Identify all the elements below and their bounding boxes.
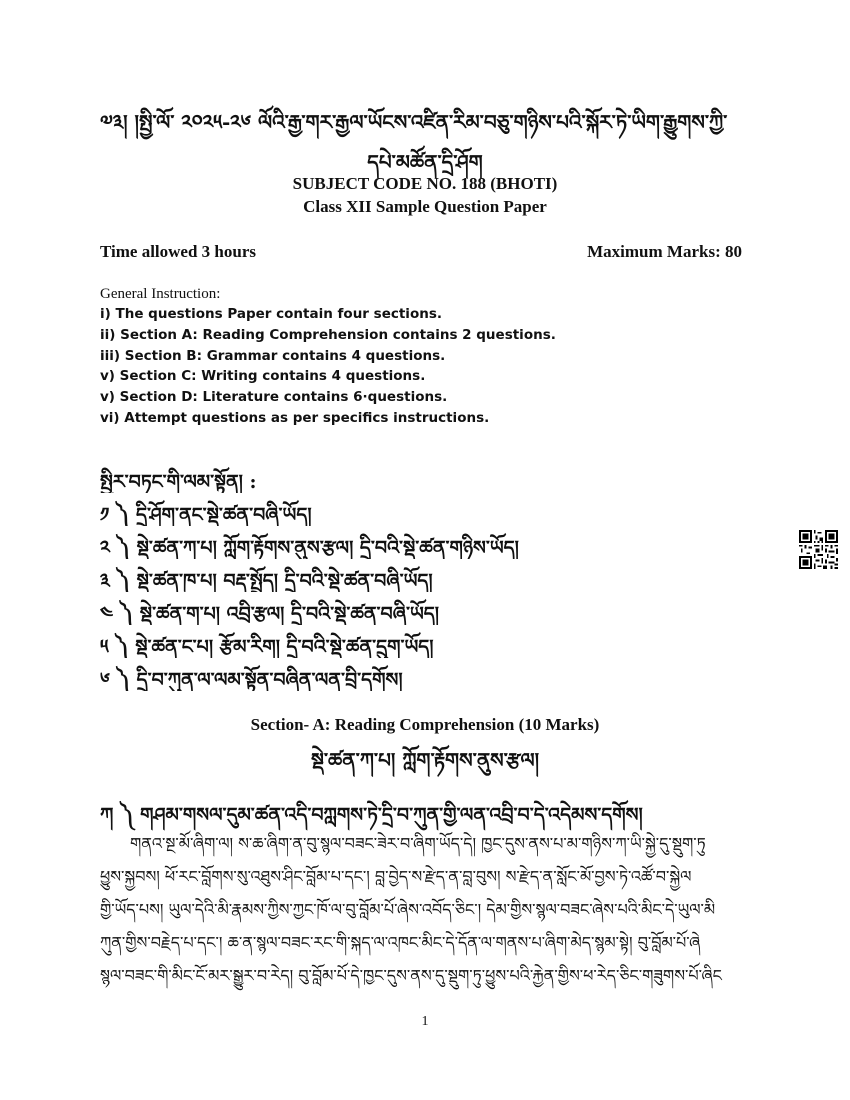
passage-line: ཕྱུས་སྐྱབས། ཕོ་རང་བློགས་སུ་འཐུས་ཤིང་བློམ་པ་དང་། བླ་བྱེད་ས་རྫེད་ན་བླ་བུས། ས་རྫེད་ན་སློང་མོ་བྱས་ཏེ་འཚོ་བ་སྐྱེལ: [100, 867, 692, 886]
tibetan-instruction-item: ༦ ༽ དྲི་བ་ཀུན་ལ་ལམ་སྟོན་བཞིན་ལན་བྲི་དགོས།: [100, 669, 403, 691]
passage-line: ཀུན་གྱིས་བརྗེད་པ་དང་། ཆ་ན་སྙལ་བཟང་རང་གི་སྐད་ལ་འཁང་མིང་དེ་དོན་ལ་གནས་པ་ཞིག་མེད་སྙམ་སྟེ། བུ་བློམ་པོ་ཞེ: [100, 933, 701, 952]
instruction-item: vi) Attempt questions as per specifics instructions.: [100, 409, 490, 426]
passage-line: གྱི་ཡོད་པས། ཡུལ་དེའི་མི་རྣམས་ཀྱིས་ཀྱང་ཁོ་ལ་བུ་བློམ་པོ་ཞེས་འབོད་ཅིང་། དེམ་གྱིས་སྙལ་བཟང་ཞེས་པའི་མིང་དེ་ཡུལ་མི: [100, 900, 716, 919]
time-allowed: Time allowed 3 hours: [100, 242, 257, 261]
tibetan-instruction-item: ༤ ༽ སྡེ་ཚན་ག་པ། འབྲི་རྩལ། དྲི་བའི་སྡེ་ཚན་བཞི་ཡོད།: [100, 603, 440, 625]
tibetan-title-line-2: དཔེ་མཚོན་དྲི་ཤོག: [367, 150, 483, 174]
tibetan-instruction-item: ༡ ༽ དྲི་ཤོག་ནང་སྡེ་ཚན་བཞི་ཡོད།: [100, 504, 312, 526]
general-instructions-heading: General Instruction:: [100, 286, 221, 302]
maximum-marks: Maximum Marks: 80: [587, 242, 742, 261]
subject-code: SUBJECT CODE NO. 188 (BHOTI): [292, 174, 558, 193]
instruction-item: i) The questions Paper contain four sections.: [100, 306, 442, 322]
qr-code-icon: [799, 530, 838, 569]
instruction-item: v) Section C: Writing contains 4 questions.: [100, 368, 426, 385]
passage-line: གནའ་སྔ་མོ་ཞིག་ལ། ས་ཆ་ཞིག་ན་བུ་སྙལ་བཟང་ཟེར་བ་ཞིག་ཡོད་དེ། ཁྱང་དུས་ནས་པ་མ་གཉིས་ཀ་ཡི་སྐྱེ་དུ་སྡུག་ཏུ: [130, 834, 706, 853]
reading-passage: [100, 826, 752, 991]
tibetan-title-line-1: ༧༣། །སྤྱི་ལོ་ ༢༠༢༥-༢༦ ལོའི་རྒྱ་གར་རྒྱལ་ཡོངས་འཛིན་རིམ་བཅུ་གཉིས་པའི་སྐོར་ཏེ་ཡིག་རྒྱུགས་ཀྱི་: [100, 110, 728, 134]
tibetan-instructions: [100, 460, 740, 691]
tibetan-instruction-item: ༥ ༽ སྡེ་ཚན་ང་པ། རྩོམ་རིག། དྲི་བའི་སྡེ་ཚན་དྲུག་ཡོད།: [100, 636, 434, 658]
page-number: 1: [421, 1014, 429, 1029]
instruction-item: ii) Section A: Reading Comprehension contains 2 questions.: [100, 326, 556, 343]
instruction-item: iii) Section B: Grammar contains 4 questions.: [100, 347, 446, 364]
section-a-title: Section- A: Reading Comprehension (10 Marks): [250, 715, 600, 734]
class-title: Class XII Sample Question Paper: [303, 197, 547, 216]
tibetan-instruction-item: ༢ ༽ སྡེ་ཚན་ཀ་པ། ཀློག་རྟོགས་ནུས་རྩལ། དྲི་བའི་སྡེ་ཚན་གཉིས་ཡོད།: [100, 537, 519, 559]
section-a-tibetan-title: སྡེ་ཚན་ཀ་པ། ཀློག་རྟོགས་ནུས་རྩལ།: [310, 748, 540, 772]
passage-question: ཀ ༽ གཤམ་གསལ་དུམ་ཚན་འདི་བཀླགས་ཏེ་དྲི་བ་ཀུན་གྱི་ལན་འབྲི་བ་དེ་འདེམས་དགོས།: [100, 804, 643, 826]
instruction-item: v) Section D: Literature contains 6·questions.: [100, 389, 448, 406]
tibetan-instructions-heading: སྤྱིར་བཏང་གི་ལམ་སྟོན། :: [100, 471, 257, 493]
tibetan-instruction-item: ༣ ༽ སྡེ་ཚན་ཁ་པ། བརྡ་སྤྲོད། དྲི་བའི་སྡེ་ཚན་བཞི་ཡོད།: [100, 570, 433, 592]
passage-line: སྙལ་བཟང་གི་མིང་ངོ་མར་སྒྱུར་བ་རེད། བུ་བློམ་པོ་དེ་ཁྱང་དུས་ནས་དུ་སྡུག་ཏུ་ཕྱུས་པའི་རྐྱེན་གྱིས་ཕ་རེད་ཅིང་གཟུགས་པོ་ཞིང: [100, 966, 722, 985]
general-instructions-list: [100, 304, 556, 429]
